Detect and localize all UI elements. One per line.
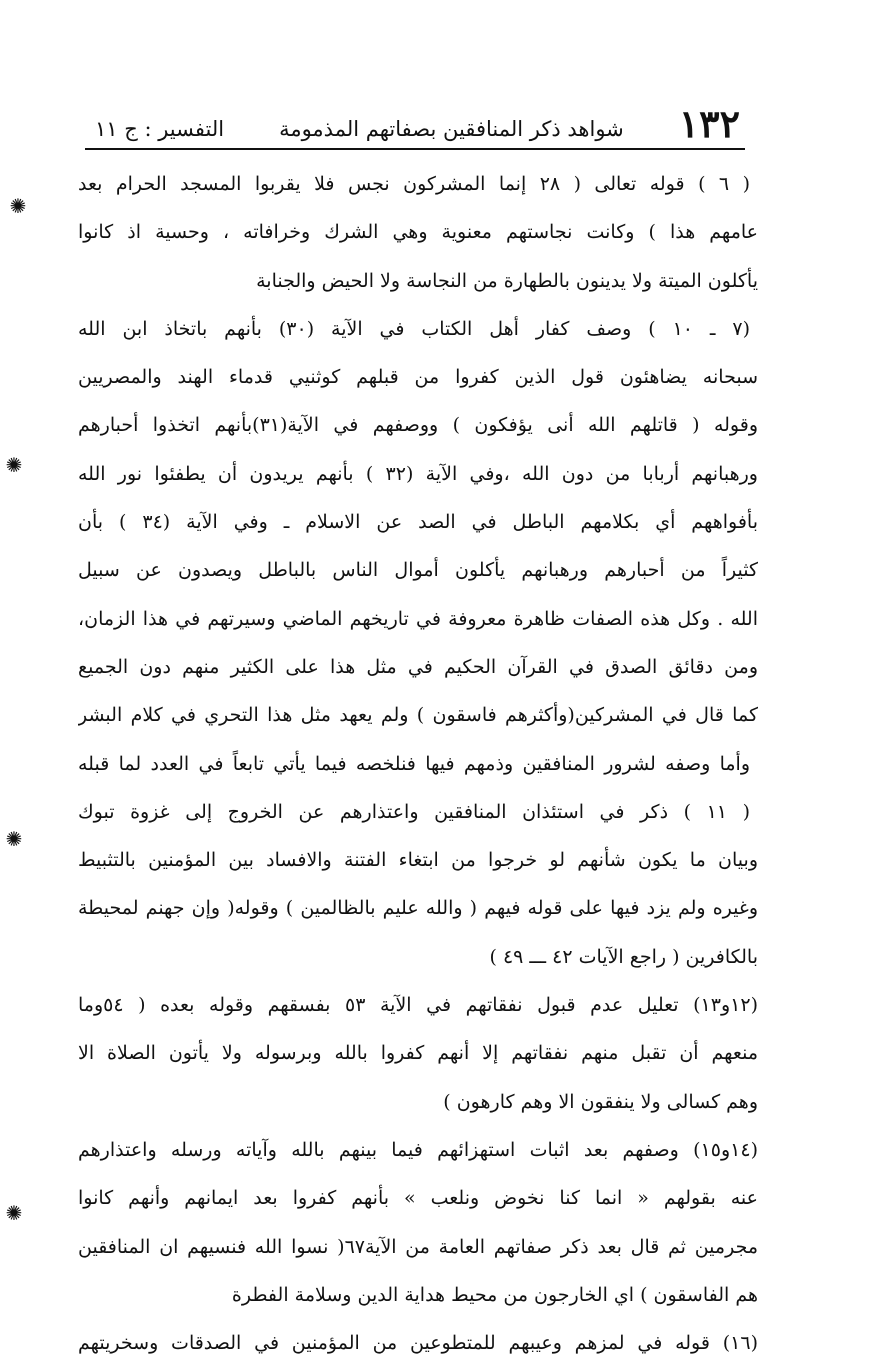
body-text [78,160,758,1367]
page-number: ١٣٢ [678,101,740,146]
running-title: شواهد ذكر المنافقين بصفاتهم المذمومة [279,117,624,141]
text-line: بأفواههم أي بكلامهم الباطل في الصد عن الاسلام ـ وفي الآية (٣٤ ) بأن [78,511,758,534]
flower-ornament-icon: ✺ [5,453,23,477]
text-line: وبيان ما يكون شأنهم لو خرجوا من ابتغاء الفتنة والافساد بين المؤمنين بالتثبيط [78,849,758,872]
text-line: الله . وكل هذه الصفات ظاهرة معروفة في تاريخهم الماضي وسيرتهم في هذا الزمان، [78,607,758,630]
text-line: (١٦) قوله في لمزهم وعيبهم للمتطوعين من المؤمنين في الصدقات وسخريتهم [78,1332,758,1355]
flower-ornament-icon: ✺ [5,1201,23,1225]
text-line: ومن دقائق الصدق في القرآن الحكيم في مثل هذا على الكثير منهم دون الجميع [78,655,758,678]
text-line: ورهبانهم أربابا من دون الله ،وفي الآية (٣٢ ) بأنهم يريدون أن يطفئوا نور الله [78,462,758,485]
text-line: مجرمين ثم قال بعد ذكر صفاتهم العامة من الآية٦٧( نسوا الله فنسيهم ان المنافقين [78,1235,758,1258]
text-line: (١٢و١٣) تعليل عدم قبول نفقاتهم في الآية ٥٣ بفسقهم وقوله بعده ( ٥٤وما [78,994,758,1017]
text-line: كثيراً من أحبارهم ورهبانهم يأكلون أموال الناس بالباطل ويصدون عن سبيل [78,559,758,582]
text-line: يأكلون الميتة ولا يدينون بالطهارة من النجاسة ولا الحيض والجنابة [256,269,758,292]
flower-ornament-icon: ✺ [5,827,23,851]
text-line: عامهم هذا ) وكانت نجاستهم معنوية وهي الشرك وخرافاته ، وحسية اذ كانوا [78,221,758,244]
text-line: (١٤و١٥) وصفهم بعد اثبات استهزائهم فيما بينهم بالله وآياته ورسله واعتذارهم [78,1138,758,1161]
text-line: منعهم أن تقبل منهم نفقاتهم إلا أنهم كفروا بالله وبرسوله ولا يأتون الصلاة الا [78,1042,758,1065]
header-rule [85,148,745,150]
text-line: عنه بقولهم « انما كنا نخوض ونلعب » بأنهم كفروا بعد ايمانهم وأنهم كانوا [78,1187,758,1210]
volume-label: التفسير : ج ١١ [95,117,225,141]
text-line: سبحانه يضاهئون قول الذين كفروا من قبلهم كوثنيي قدماء الهند والمصريين [78,366,758,389]
text-line: ( ٦ ) قوله تعالى ( ٢٨ إنما المشركون نجس فلا يقربوا المسجد الحرام بعد [78,173,750,195]
text-line: ( ١١ ) ذكر في استئذان المنافقين واعتذارهم عن الخروج إلى غزوة تبوك [78,800,751,823]
text-line: هم الفاسقون ) اي الخارجون من محيط هداية الدين وسلامة الفطرة [231,1283,758,1306]
text-line: بالكافرين ( راجع الآيات ٤٢ ـــ ٤٩ ) [489,945,758,968]
text-line: وهم كسالى ولا ينفقون الا وهم كارهون ) [443,1090,758,1113]
text-line: وأما وصفه لشرور المنافقين وذمهم فيها فنلخصه فيما يأتي تابعاً في العدد لما قبله [78,752,750,775]
text-line: (٧ ـ ١٠ ) وصف كفار أهل الكتاب في الآية (٣٠) بأنهم باتخاذ ابن الله [78,317,751,340]
flower-ornament-icon: ✺ [9,194,27,218]
text-line: كما قال في المشركين(وأكثرهم فاسقون ) ولم يعهد مثل هذا التحري في كلام البشر [78,704,758,727]
page-header [95,100,740,144]
text-line: وغيره ولم يزد فيها على قوله فيهم ( والله عليم بالظالمين ) وقوله( وإن جهنم لمحيطة [78,897,758,920]
text-line: وقوله ( قاتلهم الله أنى يؤفكون ) ووصفهم في الآية(٣١)بأنهم اتخذوا أحبارهم [78,414,758,437]
